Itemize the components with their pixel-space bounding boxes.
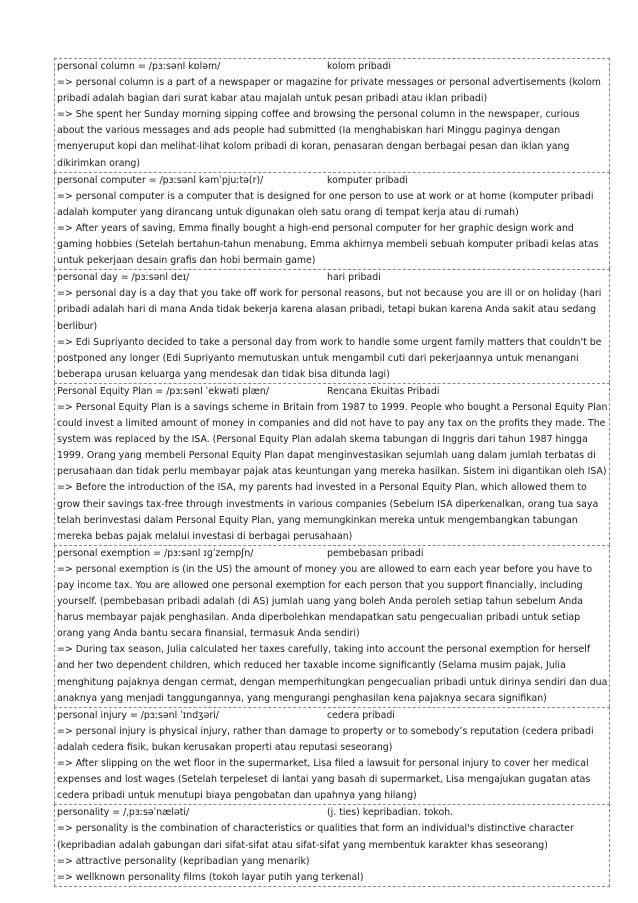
entry-header bbox=[57, 708, 608, 724]
entry-term: personal injury = /pɜːsənl ˈɪndʒəri/ bbox=[57, 709, 219, 721]
entry-header bbox=[57, 270, 608, 286]
entry-personal-exemption bbox=[54, 545, 610, 707]
entry-personal-injury bbox=[54, 707, 610, 805]
example-line: => wellknown personality films (tokoh layar putih yang terkenal) bbox=[57, 871, 364, 883]
entry-term: personal day = /pɜːsənl deɪ/ bbox=[57, 272, 190, 284]
example-line: => Before the introduction of the ISA, my parents had invested in a Personal Equity Plan, which allowed them to grow their savings tax-free through investments in various companies (Sebelum ISA diperkenalkan, orang tua saya telah berinvestasi dalam Personal Equity Plan, yang memungkinkan mereka untuk mengembangkan tabungan mereka bebas pajak melalui investasi di berbagai perusahaan) bbox=[57, 482, 599, 542]
entry-personal-day bbox=[54, 269, 610, 383]
entry-translation: (j. ties) kepribadian. tokoh. bbox=[327, 807, 454, 819]
example-line: => After years of saving, Emma finally bought a high-end personal computer for her graphic design work and gaming hobbies (Setelah bertahun-tahun menabung, Emma akhirnya membeli sebuah komputer pribadi kelas atas untuk pekerjaan desain grafis dan hobi bermain game) bbox=[57, 222, 599, 267]
definition-line: => personal injury is physical injury, rather than damage to property or to somebody’s reputation (cedera pribadi adalah cedera fisik, bukan kerusakan properti atau reputasi seseorang) bbox=[57, 725, 594, 753]
entry-header bbox=[57, 546, 608, 562]
entry-personal-column bbox=[54, 58, 610, 172]
definition-line: => personal day is a day that you take off work for personal reasons, but not because you are ill or on holiday (hari pribadi adalah hari di mana Anda tidak bekerja karena alasan pribadi, tetapi bukan karena Anda sakit atau sedang berlibur) bbox=[57, 288, 602, 332]
entry-translation: kolom pribadi bbox=[327, 61, 391, 72]
entry-term: personal exemption = /pɜːsənl ɪɡˈzempʃn/ bbox=[57, 547, 254, 559]
entry-translation: komputer pribadi bbox=[327, 174, 408, 186]
entry-header bbox=[57, 384, 608, 400]
entry-personality bbox=[54, 804, 610, 886]
entry-translation: cedera pribadi bbox=[327, 709, 395, 721]
entry-term: personal column = /pɜːsənl kɒləm/ bbox=[57, 61, 221, 72]
entry-header bbox=[57, 805, 608, 821]
entry-header bbox=[57, 59, 608, 75]
definition-line: => personality is the combination of characteristics or qualities that form an individual's distinctive character (kepribadian adalah gabungan dari sifat-sifat atau sifat-sifat yang membentuk karakter khas seseorang) bbox=[57, 823, 574, 851]
entry-term: personal computer = /pɜːsənl kəmˈpjuːtə(r)/ bbox=[57, 174, 264, 186]
entry-term: Personal Equity Plan = /pɜːsənl ˈekwəti plæn/ bbox=[57, 385, 269, 397]
entry-translation: hari pribadi bbox=[327, 272, 381, 284]
example-line: => attractive personality (kepribadian yang menarik) bbox=[57, 855, 310, 867]
definition-line: => personal computer is a computer that is designed for one person to use at work or at home (komputer pribadi adalah komputer yang dirancang untuk digunakan oleh satu orang di tempat kerja atau di rumah) bbox=[57, 190, 594, 218]
entry-translation: pembebasan pribadi bbox=[327, 547, 424, 559]
example-line: => After slipping on the wet floor in the supermarket, Lisa filed a lawsuit for personal injury to cover her medical expenses and lost wages (Setelah terpeleset di lantai yang basah di supermarket, Lisa mengajukan gugatan atas cedera pribadi untuk menutupi biaya pengobatan dan upahnya yang hilang) bbox=[57, 758, 591, 802]
definition-line: => personal column is a part of a newspaper or magazine for private messages or personal advertisements (kolom pribadi adalah bagian dari surat kabar atau majalah untuk pesan pribadi atau iklan pribadi) bbox=[57, 77, 601, 105]
dictionary-page bbox=[54, 58, 610, 887]
example-line: => Edi Supriyanto decided to take a personal day from work to handle some urgent family matters that couldn't be postponed any longer (Edi Supriyanto memutuskan untuk mengambil cuti dari pekerjaannya untuk menangani beberapa urusan keluarga yang mendesak dan tidak bisa ditunda lagi) bbox=[57, 336, 602, 380]
entry-term: personality = /ˌpɜːsəˈnæləti/ bbox=[57, 807, 190, 819]
entry-personal-equity-plan bbox=[54, 383, 610, 545]
definition-line: => personal exemption is (in the US) the amount of money you are allowed to earn each year before you have to pay income tax. You are allowed one personal exemption for each person that you support financially, including yourself. (pembebasan pribadi adalah (di AS) jumlah uang yang boleh Anda peroleh setiap tahun sebelum Anda harus membayar pajak penghasilan. Anda diperbolehkan mendapatkan satu pengecualian pribadi untuk setiap orang yang Anda bantu secara finansial, termasuk Anda sendiri) bbox=[57, 563, 593, 640]
example-line: => During tax season, Julia calculated her taxes carefully, taking into account the personal exemption for herself and her two dependent children, which reduced her taxable income significantly (Selama musim pajak, Julia menghitung pajaknya dengan cermat, dengan memperhitungkan pengecualian pribadi untuk dirinya sendiri dan dua anaknya yang menjadi tanggungannya, yang mengurangi penghasilan kena pajaknya secara signifikan) bbox=[57, 644, 608, 704]
entry-personal-computer bbox=[54, 172, 610, 270]
definition-line: => Personal Equity Plan is a savings scheme in Britain from 1987 to 1999. People who bought a Personal Equity Plan could invest a limited amount of money in companies and did not have to pay any tax on the profits they made. The system was replaced by the ISA. (Personal Equity Plan adalah skema tabungan di Inggris dari tahun 1987 hingga 1999. Orang yang membeli Personal Equity Plan dapat menginvestasikan sejumlah uang dalam jumlah terbatas di perusahaan dan tidak perlu membayar pajak atas keuntungan yang mereka hasilkan. Sistem ini digantikan oleh ISA) bbox=[57, 401, 608, 478]
entry-translation: Rencana Ekuitas Pribadi bbox=[327, 385, 440, 397]
example-line: => She spent her Sunday morning sipping coffee and browsing the personal column in the newspaper, curious about the various messages and ads people had submitted (Ia menghabiskan hari Minggu paginya dengan menyeruput kopi dan melihat-lihat kolom pribadi di koran, penasaran dengan berbagai pesan dan iklan yang dikirimkan orang) bbox=[57, 109, 580, 169]
entry-header bbox=[57, 173, 608, 189]
